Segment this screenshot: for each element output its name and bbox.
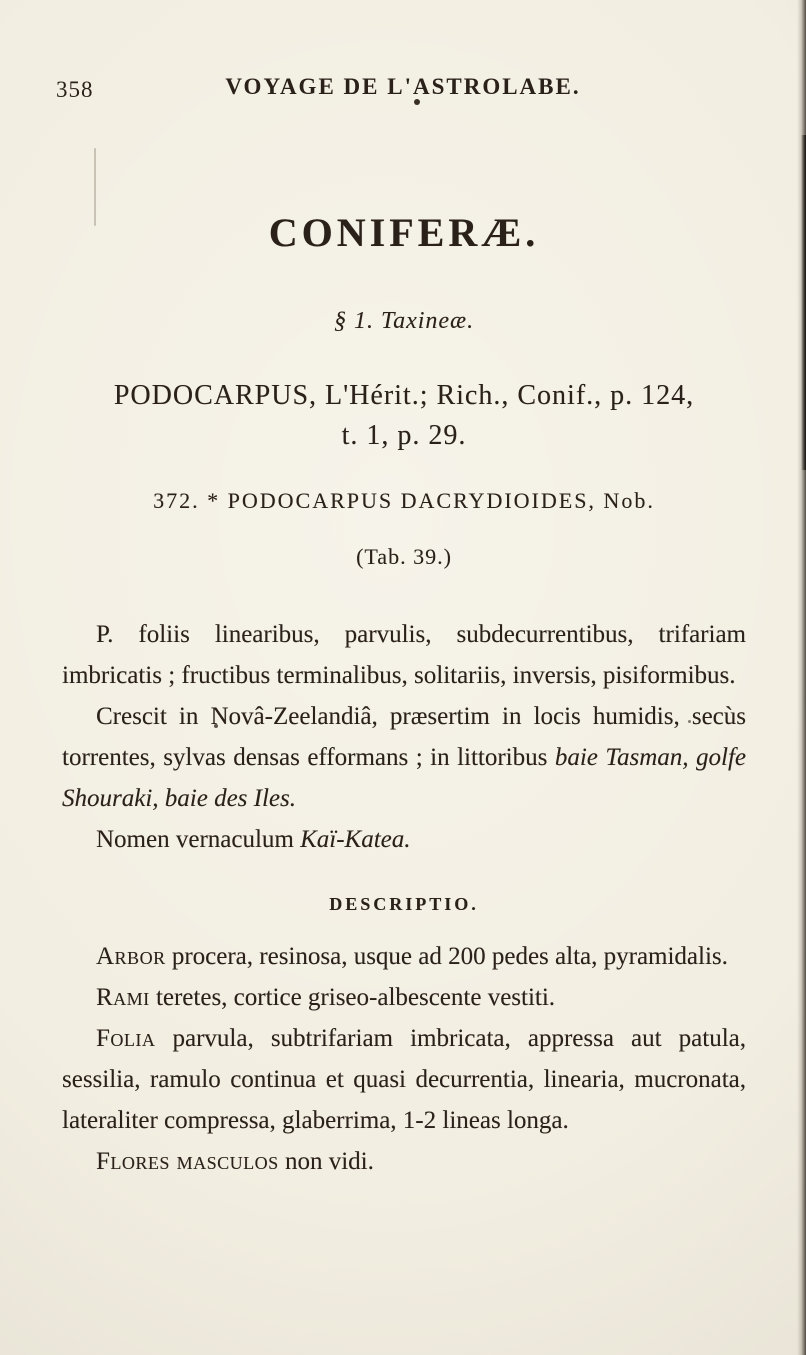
section-heading: § 1. Taxineæ.: [333, 308, 475, 334]
habitat-place-names: baie Tasman, golfe Shouraki, baie des Iles.: [62, 744, 747, 812]
description-lead: Flores masculos: [96, 1148, 279, 1175]
vernacular-paragraph: [62, 819, 746, 860]
habitat-text: Crescit in Novâ-Zeelandiâ, præsertim in locis humidis, secùs torrentes, sylvas densas efformans ; in littoribus: [62, 703, 746, 771]
genus-heading: [62, 376, 746, 456]
description-lead: Arbor: [96, 943, 166, 970]
genus-heading-line2: t. 1, p. 29.: [341, 420, 467, 451]
diagnosis-section: [62, 614, 746, 860]
scan-edge-dark-band: [801, 135, 806, 470]
description-paragraph-rami: [62, 977, 746, 1018]
page-content: [62, 0, 746, 1182]
diagnosis-paragraph: P. foliis linearibus, parvulis, subdecurrentibus, trifariam imbricatis ; fructibus terminalibus, solitariis, inversis, pisiformibus.: [62, 621, 746, 689]
vernacular-name: Kaï-Katea.: [300, 826, 411, 853]
description-paragraph-folia: [62, 1018, 746, 1141]
description-text: parvula, subtrifariam imbricata, appressa aut patula, sessilia, ramulo continua et quasi decurrentia, linearia, mucronata, lateraliter compressa, glaberrima, 1-2 lineas longa.: [62, 1025, 746, 1134]
descriptio-heading: DESCRIPTIO.: [329, 894, 479, 914]
vernacular-text: Nomen vernaculum: [96, 826, 301, 853]
plate-reference: (Tab. 39.): [356, 544, 452, 569]
page-number: 358: [56, 77, 94, 102]
genus-heading-line1: PODOCARPUS, L'Hérit.; Rich., Conif., p. 124,: [113, 380, 695, 411]
family-title: CONIFERÆ.: [268, 210, 540, 255]
habitat-paragraph: [62, 696, 746, 819]
running-title: VOYAGE DE L'ASTROLABE.: [225, 74, 581, 99]
description-paragraph-arbor: [62, 936, 746, 977]
description-text: non vidi.: [278, 1148, 374, 1175]
description-paragraph-flores: [62, 1141, 746, 1182]
species-heading: 372. * PODOCARPUS DACRYDIOIDES, Nob.: [153, 488, 655, 513]
description-text: procera, resinosa, usque ad 200 pedes alta, pyramidalis.: [165, 943, 728, 970]
description-lead: Folia: [96, 1025, 156, 1052]
description-section: [62, 936, 746, 1182]
description-lead: Rami: [96, 984, 150, 1011]
description-text: teretes, cortice griseo-albescente vestiti.: [149, 984, 556, 1011]
